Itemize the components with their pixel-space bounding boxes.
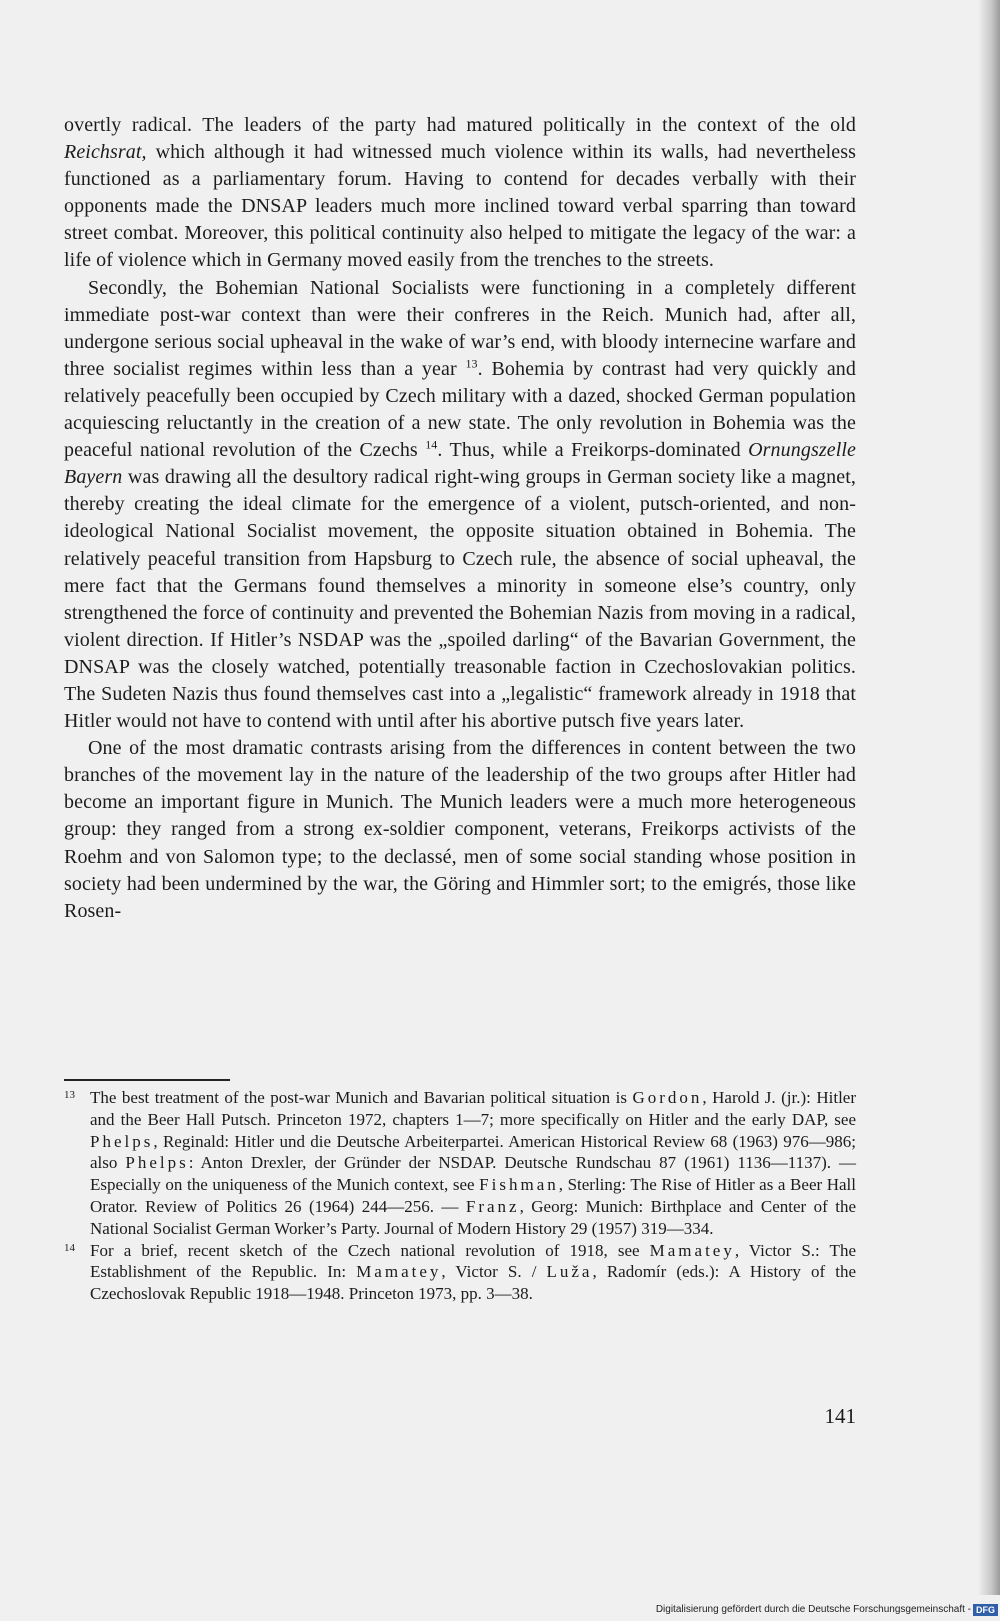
text-run: , Georg: Munich: Birthplace and Center of the National Socialist German Worker’s Party. Journal of Modern History 29 (1957) 319—334. <box>90 1196 856 1238</box>
footnote-13 <box>64 1087 856 1240</box>
text-run: , Victor S. / <box>441 1262 547 1282</box>
text-run: , Sterling: The Rise of Hitler as a Beer Hall Orator. Review of Politics 26 (1964) 244—256. — <box>90 1175 856 1216</box>
footnote-number: 13 <box>64 1089 75 1101</box>
footnote-number: 14 <box>64 1241 75 1254</box>
author-name: Mamatey <box>649 1240 735 1260</box>
author-name: Mamatey <box>356 1262 442 1282</box>
digitization-footer <box>656 1602 998 1618</box>
dfg-logo[interactable]: DFG <box>973 1604 998 1616</box>
footnote-14 <box>64 1240 856 1305</box>
footer-text: Digitalisierung gefördert durch die Deutsche Forschungsgemeinschaft - <box>655 1604 971 1615</box>
paragraph-3 <box>64 735 856 925</box>
text-run: which although it had witnessed much violence within its walls, had nevertheless functioned as a parliamentary forum. Having to contend for decades verbally with their opponents made the DNSAP leaders much more inclined toward verbal sparring than toward street combat. Moreover, this political continuity also helped to mitigate the legacy of the war: a life of violence which in Germany moved easily from the trenches to the streets. <box>64 141 856 272</box>
paragraph-1 <box>64 112 856 275</box>
text-run: was drawing all the desultory radical right-wing groups in German society like a magnet, thereby creating the ideal climate for the emergence of a violent, putsch-oriented, and non-ideological National Socialist movement, the opposite situation obtained in Bohemia. The relatively peaceful transition from Hapsburg to Czech rule, the absence of social upheaval, the mere fact that the Germans found themselves a minority in someone else’s country, only strengthened the force of continuity and prevented the Bohemian Nazis from moving in a radical, violent direction. If Hitler’s NSDAP was the „spoiled darling“ of the Bavarian Government, the DNSAP was the closely watched, potentially treasonable faction in Czechoslovakian politics. The Sudeten Nazis thus found themselves cast into a „legalistic“ framework already in 1918 that Hitler would not have to contend with until after his abortive putsch five years later. <box>64 466 856 733</box>
text-run: For a brief, recent sketch of the Czech national revolution of 1918, see <box>90 1240 650 1260</box>
footnote-ref-14[interactable]: 14 <box>425 437 438 452</box>
author-name: Fishman <box>479 1175 559 1195</box>
footnote-divider <box>64 1079 230 1081</box>
footnotes <box>64 1087 856 1305</box>
author-name: Phelps <box>125 1153 189 1173</box>
text-run: . Bohemia by contrast had very quickly and relatively peacefully been occupied by Czech military with a dazed, shocked German population acquiescing reluctantly in the creation of a new state. The only revolution in Bohemia was the peaceful national revolution of the Czechs <box>64 357 857 462</box>
text-run: overtly radical. The leaders of the party had matured politically in the context of the old <box>64 114 856 136</box>
italic-term: Ornungszelle Bayern <box>64 439 856 489</box>
text-run: One of the most dramatic contrasts arising from the differences in content between the two branches of the movement lay in the nature of the leadership of the two groups after Hitler had become an important figure in Munich. The Munich leaders were a much more heterogeneous group: they ranged from a strong ex-soldier component, veterans, Freikorps activists of the Roehm and von Salomon type; to the declassé, men of some social standing whose position in society had been undermined by the war, the Göring and Himmler sort; to the emigrés, those like Rosen- <box>64 737 856 922</box>
text-run: , Victor S.: The Establishment of the Republic. In: <box>90 1240 856 1282</box>
footnote-ref-13[interactable]: 13 <box>465 356 478 371</box>
text-run: The best treatment of the post-war Munich and Bavarian political situation is <box>90 1088 633 1107</box>
text-run: , Reginald: Hitler und die Deutsche Arbeiterpartei. American Historical Review 68 (1963) 976—986; also <box>90 1131 856 1173</box>
paragraph-2 <box>64 275 856 736</box>
author-name: Phelps <box>90 1131 154 1151</box>
author-name: Gordon <box>632 1088 703 1107</box>
italic-term: Reichsrat, <box>64 141 147 164</box>
text-run: , Harold J. (jr.): Hitler and the Beer Hall Putsch. Princeton 1972, chapters 1—7; more specifically on Hitler and the early DAP, see <box>90 1088 857 1129</box>
text-run: Secondly, the Bohemian National Socialists were functioning in a completely different immediate post-war context than were their confreres in the Reich. Munich had, after all, undergone serious social upheaval in the wake of war’s end, with bloody internecine warfare and three socialist regimes within less than a year <box>64 276 856 380</box>
body-text <box>64 112 856 925</box>
text-run: , Radomír (eds.): A History of the Czechoslovak Republic 1918—1948. Princeton 1973, pp. 3—38. <box>90 1262 857 1304</box>
author-name: Franz <box>465 1196 520 1216</box>
page-number: 141 <box>824 1404 856 1428</box>
author-name: Luža <box>546 1262 593 1282</box>
text-run: . Thus, while a Freikorps-dominated <box>437 439 749 462</box>
page-edge-shadow <box>978 0 1000 1595</box>
text-run: : Anton Drexler, der Gründer der NSDAP. Deutsche Rundschau 87 (1961) 1136—1137). — Especially on the uniqueness of the Munich context, see <box>90 1153 856 1195</box>
